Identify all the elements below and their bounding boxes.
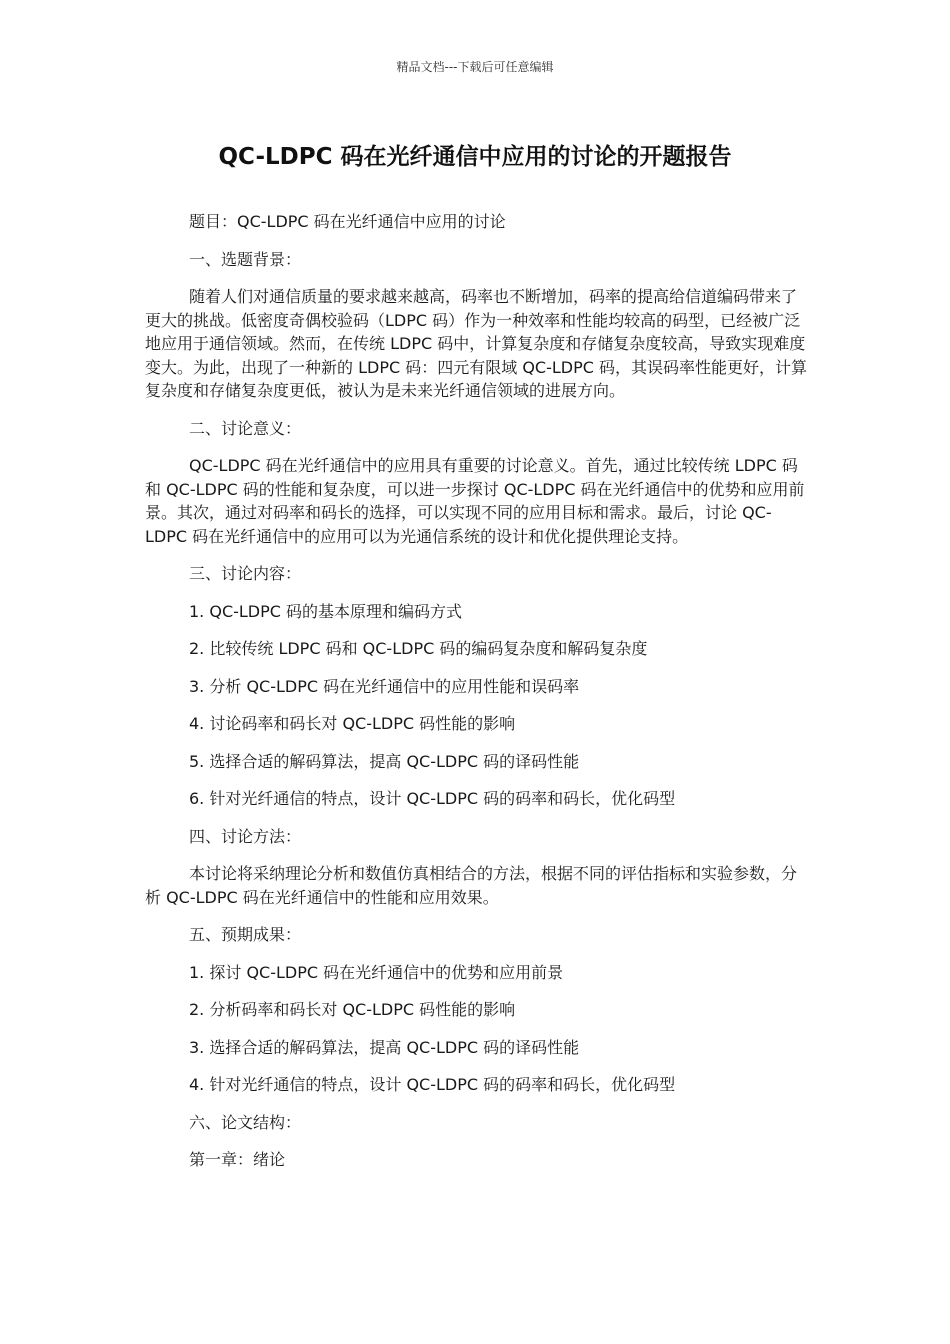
content-list-item: 3. 分析 QC-LDPC 码在光纤通信中的应用性能和误码率 <box>189 676 580 696</box>
section-heading-significance: 二、讨论意义： <box>189 418 302 438</box>
outcome-list-item: 4. 针对光纤通信的特点，设计 QC-LDPC 码的码率和码长，优化码型 <box>189 1075 676 1094</box>
outcome-list-item: 1. 探讨 QC-LDPC 码在光纤通信中的优势和应用前景 <box>189 962 564 982</box>
section-heading-outcomes: 五、预期成果： <box>189 925 302 944</box>
document-body <box>145 210 807 1186</box>
method-paragraph: 本讨论将采纳理论分析和数值仿真相结合的方法，根据不同的评估指标和实验参数，分析 QC-LDPC 码在光纤通信中的性能和应用效果。 <box>145 864 798 907</box>
section-heading-method: 四、讨论方法： <box>189 826 302 846</box>
header-note: 精品文档---下载后可任意编辑 <box>396 60 554 74</box>
outcome-list-item: 2. 分析码率和码长对 QC-LDPC 码性能的影响 <box>189 1000 516 1019</box>
content-list-item: 6. 针对光纤通信的特点，设计 QC-LDPC 码的码率和码长，优化码型 <box>189 789 676 808</box>
content-list-item: 5. 选择合适的解码算法，提高 QC-LDPC 码的译码性能 <box>189 751 580 771</box>
outcome-list-item: 3. 选择合适的解码算法，提高 QC-LDPC 码的译码性能 <box>189 1037 580 1057</box>
background-paragraph: 随着人们对通信质量的要求越来越高，码率也不断增加，码率的提高给信道编码带来了更大的挑战。低密度奇偶校验码（LDPC 码）作为一种效率和性能均较高的码型，已经被广泛地应用于通信领域。然而，在传统 LDPC 码中，计算复杂度和存储复杂度较高，导致实现难度变大。为此，出现了一种新的 LDPC 码：四元有限域 QC-LDPC 码，其误码率性能更好，计算复杂度和存储复杂度更低，被认为是未来光纤通信领域的进展方向。 <box>145 287 807 400</box>
content-list-item: 1. QC-LDPC 码的基本原理和编码方式 <box>189 601 463 621</box>
significance-paragraph: QC-LDPC 码在光纤通信中的应用具有重要的讨论意义。首先，通过比较传统 LDPC 码和 QC-LDPC 码的性能和复杂度，可以进一步探讨 QC-LDPC 码在光纤通信中的优势和应用前景。其次，通过对码率和码长的选择，可以实现不同的应用目标和需求。最后，讨论 QC-LDPC 码在光纤通信中的应用可以为光通信系统的设计和优化提供理论支持。 <box>145 456 805 546</box>
structure-list-item: 第一章：绪论 <box>189 1150 286 1169</box>
topic-line: 题目：QC-LDPC 码在光纤通信中应用的讨论 <box>189 212 506 231</box>
section-heading-background: 一、选题背景： <box>189 249 302 269</box>
content-list-item: 4. 讨论码率和码长对 QC-LDPC 码性能的影响 <box>189 714 516 733</box>
section-heading-structure: 六、论文结构： <box>189 1112 302 1132</box>
content-list-item: 2. 比较传统 LDPC 码和 QC-LDPC 码的编码复杂度和解码复杂度 <box>189 639 648 658</box>
section-heading-content: 三、讨论内容： <box>189 564 302 583</box>
document-title: QC-LDPC 码在光纤通信中应用的讨论的开题报告 <box>218 144 732 170</box>
